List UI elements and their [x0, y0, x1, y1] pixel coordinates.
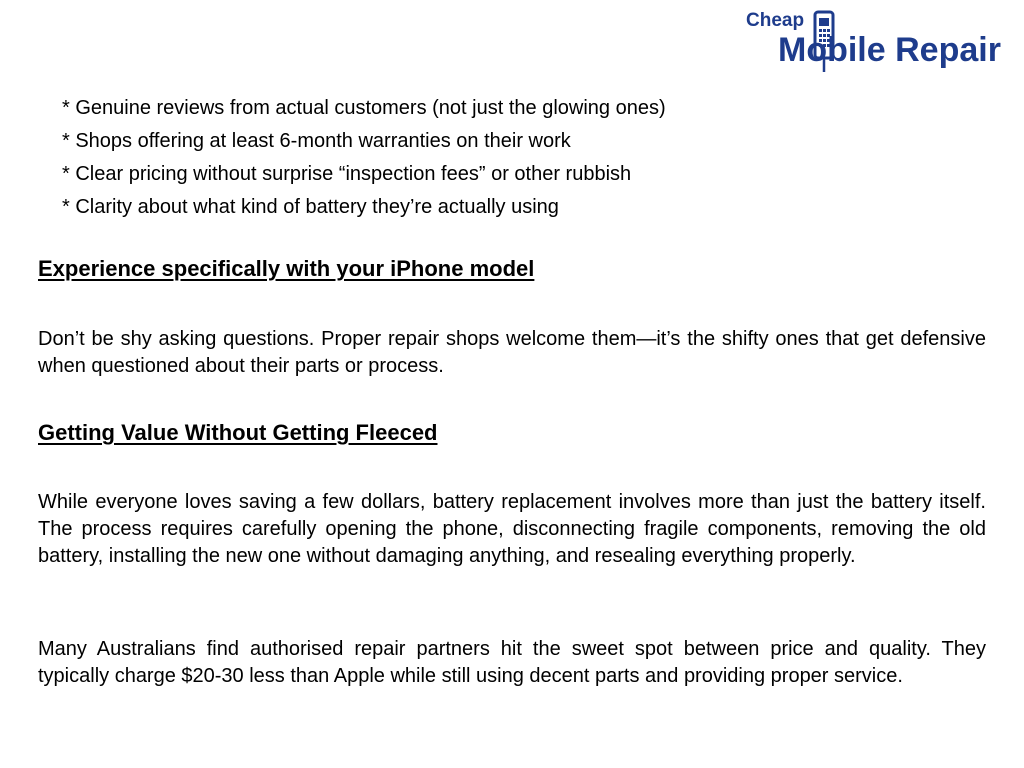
bullet-list	[62, 92, 666, 224]
logo	[744, 6, 1020, 76]
list-item: * Clear pricing without surprise “inspection fees” or other rubbish	[62, 163, 632, 185]
paragraph: While everyone loves saving a few dollars, battery replacement involves more than just the battery itself. The process requires carefully opening the phone, disconnecting fragile components, removing the old battery, installing the new one without damaging anything, and resealing everything properly.	[38, 491, 986, 567]
list-item: * Clarity about what kind of battery they’re actually using	[62, 196, 559, 218]
list-item: * Genuine reviews from actual customers (not just the glowing ones)	[62, 97, 666, 119]
logo-text-mobile-repair: Mobile Repair	[778, 31, 1001, 69]
section-heading-iphone-experience: Experience specifically with your iPhone model	[38, 256, 535, 281]
section-heading-getting-value: Getting Value Without Getting Fleeced	[38, 420, 438, 445]
list-item: * Shops offering at least 6-month warranties on their work	[62, 130, 571, 152]
paragraph: Don’t be shy asking questions. Proper repair shops welcome them—it’s the shifty ones that get defensive when questioned about their parts or process.	[38, 328, 986, 377]
logo-text-cheap: Cheap	[746, 10, 805, 31]
paragraph: Many Australians find authorised repair partners hit the sweet spot between price and quality. They typically charge $20-30 less than Apple while still using decent parts and providing proper service.	[38, 638, 986, 687]
